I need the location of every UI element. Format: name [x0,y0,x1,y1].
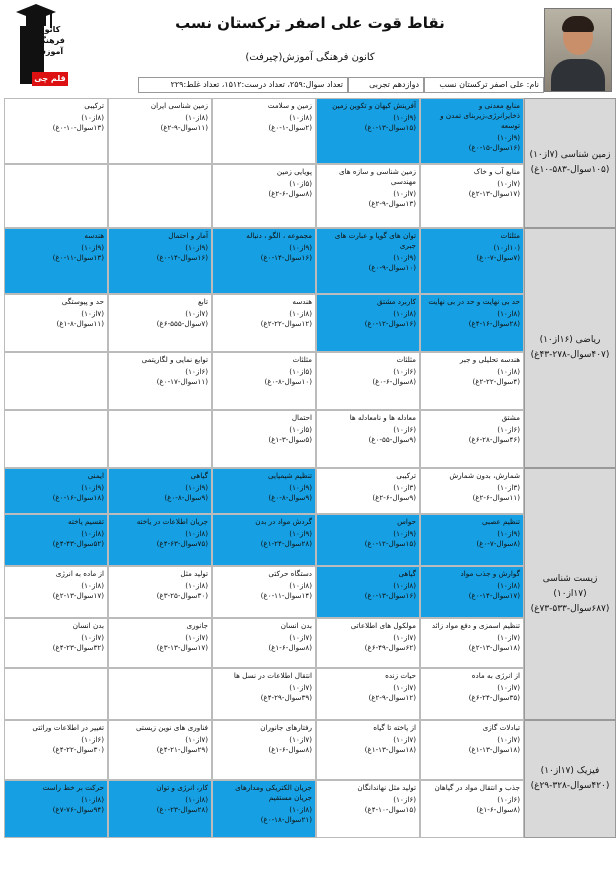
topic-name: حیات زنده [385,671,416,680]
topic-cell [108,228,212,294]
topic-name: زمین شناسی و سازه های مهندسی [338,167,416,186]
topic-detail: (۲۸سوال-۲۳-۰غ) [156,805,208,814]
stats-label: تعداد سوال:۲۵۹، تعداد درست:۱۵۱۲، تعداد غلط:۲۲۹ [138,77,348,93]
topic-score: (۹از۱۰) [497,133,520,142]
topic-detail: (۱۳سوال-۹-۲غ) [368,199,416,208]
topic-score: (۹از۱۰) [497,529,520,538]
topic-cell [108,294,212,352]
topic-detail: (۸سوال-۶-۰غ) [372,377,416,386]
topic-detail: (۱۸سوال-۱۶-۰غ) [52,493,104,502]
logo-text: کانون فرهنگی آموزش [33,25,65,56]
topic-name: کار، انرژی و توان [156,783,208,792]
student-photo [544,8,612,92]
topic-detail: (۱۶سوال-۱۴-۰غ) [156,253,208,262]
topic-name: فناوری های نوین زیستی [135,723,208,732]
subject-label [524,228,616,468]
topic-name: توابع نمایی و لگاریتمی [141,355,208,364]
topic-name: گیاهی [190,471,208,480]
topic-name: گوارش و جذب مواد [460,569,520,578]
topic-cell [108,514,212,566]
topic-detail: (۱۲سوال-۹-۲غ) [368,693,416,702]
topic-score: (۸از۱۰) [393,309,416,318]
topic-score: (۷از۱۰) [497,735,520,744]
topic-detail: (۹سوال-۸-۰غ) [268,493,312,502]
topic-cell [420,98,524,164]
topic-cell [4,566,108,618]
topic-cell [420,514,524,566]
topic-name: ترکیبی [396,471,416,480]
topic-cell [420,566,524,618]
topic-score: (۷از۱۰) [289,683,312,692]
topic-name: جانوری [186,621,208,630]
topic-cell [420,780,524,838]
topic-name: کاربرد مشتق [377,297,416,306]
topic-score: (۶از۱۰) [393,795,416,804]
topic-detail: (۱۸سوال-۱۳-۱غ) [364,745,416,754]
topic-cell [420,720,524,780]
topic-detail: (۹سوال-۸-۰غ) [164,493,208,502]
topic-cell [316,566,420,618]
topic-detail: (۱۷سوال-۱۳-۳غ) [156,643,208,652]
topic-cell [420,668,524,720]
topic-name: از ماده به انرژی [55,569,104,578]
topic-score: (۵از۱۰) [289,425,312,434]
topic-name: دستگاه حرکتی [268,569,312,578]
topic-cell [4,228,108,294]
topic-name: حرکت بر خط راست [42,783,104,792]
topic-score: (۹از۱۰) [185,483,208,492]
kanoon-logo [2,2,74,92]
topic-score: (۷از۱۰) [497,633,520,642]
empty-cell [4,164,108,228]
topic-cell [4,468,108,514]
topic-score: (۷از۱۰) [185,735,208,744]
topic-detail: (۱۳سوال-۱۱-۰غ) [52,253,104,262]
topic-detail: (۵سوال-۳-۱غ) [268,435,312,444]
topic-name: تنظیم عصبی [482,517,520,526]
empty-cell [4,668,108,720]
topic-cell [212,228,316,294]
topic-cell [212,780,316,838]
report-header [0,0,616,96]
topic-score: (۷از۱۰) [497,179,520,188]
topic-score: (۶از۱۰) [393,425,416,434]
topic-detail: (۳۰سوال-۲۵-۳غ) [156,591,208,600]
topic-score: (۹از۱۰) [393,529,416,538]
topic-detail: (۲۹سوال-۲۱-۴غ) [156,745,208,754]
topic-cell [420,468,524,514]
topic-cell [4,98,108,164]
topic-cell [316,720,420,780]
empty-cell [108,410,212,468]
topic-score: (۸از۱۰) [185,581,208,590]
topic-cell [4,294,108,352]
topic-score: (۸از۱۰) [289,309,312,318]
topic-score: (۸از۱۰) [81,529,104,538]
topic-score: (۳از۱۰) [393,483,416,492]
topic-name: مثلثات [500,231,520,240]
topic-name: رفتارهای جانوران [260,723,312,732]
page-title: نقاط قوت علی اصفر ترکستان نسب [175,14,445,32]
topic-name: تولید مثل [180,569,208,578]
subject-name: زمین شناسی (۷از۱۰) [529,150,611,160]
topic-detail: (۱۵سوال-۱۲-۰غ) [364,539,416,548]
topic-name: جریان الکتریکی ومدارهای جریان مستقیم [235,783,312,802]
subject-name: ریاضی (۱۶از۱۰) [539,335,601,345]
topic-score: (۷از۱۰) [185,309,208,318]
topic-detail: (۴سوال-۲۲-۲غ) [472,377,520,386]
topic-name: تولید مثل نهاندانگان [357,783,416,792]
topic-score: (۸از۱۰) [289,581,312,590]
topic-name: مشتق [501,413,520,422]
topic-score: (۶از۱۰) [81,735,104,744]
topic-score: (۹از۱۰) [81,243,104,252]
topic-name: ترکیبی [84,101,104,110]
topic-score: (۹از۱۰) [289,243,312,252]
topic-name: حواس [397,517,416,526]
topic-cell [108,566,212,618]
topic-detail: (۳۹سوال-۲۹-۴غ) [260,693,312,702]
topic-score: (۸از۱۰) [81,113,104,122]
topic-cell [108,720,212,780]
topic-cell [212,294,316,352]
topic-name: تقسیم یاخته [68,517,104,526]
topic-cell [212,566,316,618]
topic-detail: (۱۸سوال-۱۳-۲غ) [468,643,520,652]
topic-detail: (۵۲سوال-۴۳-۴غ) [52,539,104,548]
topic-name: مولکول های اطلاعاتی [350,621,416,630]
topic-name: انتقال اطلاعات در نسل ها [233,671,312,680]
topic-score: (۹از۱۰) [289,483,312,492]
topic-cell [420,410,524,468]
topic-detail: (۳۲سوال-۲۳-۴غ) [52,643,104,652]
topic-score: (۷از۱۰) [393,189,416,198]
topic-name: حد بی نهایت و حد در بی نهایت [428,297,520,306]
topic-score: (۷از۱۰) [393,735,416,744]
topic-name: تغییر در اطلاعات وراثتی [32,723,104,732]
topic-name: توان های گویا و عبارت های جبری [334,231,416,250]
topic-detail: (۹۴سوال-۷۶-۷غ) [52,805,104,814]
topic-detail: (۸سوال-۶-۱غ) [268,745,312,754]
topic-detail: (۷سوال-۷-۰غ) [476,253,520,262]
topic-score: (۷از۱۰) [393,683,416,692]
topic-detail: (۲سوال-۱-۰غ) [268,123,312,132]
topic-detail: (۱۱سوال-۶-۲غ) [472,493,520,502]
topic-score: (۸از۱۰) [185,795,208,804]
grade-label: دوازدهم تجربی [348,77,424,93]
topic-score: (۸از۱۰) [81,581,104,590]
topic-score: (۹از۱۰) [393,253,416,262]
topic-cell [108,780,212,838]
topic-cell [420,294,524,352]
topic-name: آمار و احتمال [168,231,208,240]
topic-name: منابع معدنی و ذخایرانرژی،زیربنای تمدن و توسعه [440,101,520,130]
topic-cell [212,352,316,410]
topic-cell [316,352,420,410]
topic-cell [212,410,316,468]
topic-cell [108,468,212,514]
subject-label [524,720,616,838]
topic-name: مجموعه ، الگو ، دنباله [246,231,312,240]
topic-cell [212,720,316,780]
topic-score: (۸از۱۰) [497,581,520,590]
topic-detail: (۷سوال-۵۵۵-۶غ) [156,319,208,328]
subject-label [524,468,616,720]
topic-name: آفرینش کیهان و تکوین زمین [332,101,416,110]
topic-detail: (۳۵سوال-۲۴-۶غ) [468,693,520,702]
topic-detail: (۱۱سوال-۹-۲غ) [160,123,208,132]
topic-cell [316,164,420,228]
topic-name: هندسه تحلیلی و جبر [459,355,520,364]
topic-detail: (۱۴سوال-۱۱-۰غ) [260,591,312,600]
topic-name: هندسه [84,231,104,240]
empty-cell [108,668,212,720]
topic-score: (۷از۱۰) [81,309,104,318]
topic-score: (۶از۱۰) [185,367,208,376]
topic-score: (۷از۱۰) [185,633,208,642]
topic-name: احتمال [291,413,312,422]
topic-detail: (۱۳سوال-۱۰-۰غ) [52,123,104,132]
subject-stats: (۶۸۷سوال-۵۳۳-۷۳غ) [530,603,610,614]
topic-score: (۷از۱۰) [81,633,104,642]
topic-cell [316,514,420,566]
topic-cell [212,514,316,566]
topic-cell [212,98,316,164]
topic-cell [316,780,420,838]
empty-cell [4,352,108,410]
topic-cell [212,164,316,228]
topic-cell [316,98,420,164]
topic-cell [420,228,524,294]
topic-name: شمارش، بدون شمارش [449,471,520,480]
topic-detail: (۱۶سوال-۱۳-۰غ) [364,591,416,600]
topic-score: (۸از۱۰) [81,795,104,804]
empty-cell [4,410,108,468]
topic-detail: (۱۵سوال-۱۰-۴غ) [364,805,416,814]
subject-label [524,98,616,228]
empty-cell [108,164,212,228]
topic-detail: (۹سوال-۵۵-۰غ) [368,435,416,444]
topic-detail: (۱۸سوال-۱۳-۱غ) [468,745,520,754]
topic-name: گردش مواد در بدن [255,517,312,526]
page-subtitle: کانون فرهنگی آموزش(چیرفت) [245,52,375,63]
topic-name: ایمنی [87,471,104,480]
topic-detail: (۹سوال-۶-۲غ) [372,493,416,502]
topic-score: (۸از۱۰) [497,367,520,376]
topic-detail: (۱۰سوال-۹-۰غ) [368,263,416,272]
topic-detail: (۱۷سوال-۱۴-۰غ) [468,591,520,600]
topic-name: از انرژی به ماده [471,671,520,680]
topic-name: حد و پیوستگی [61,297,104,306]
topic-detail: (۸سوال-۶-۱غ) [268,643,312,652]
topic-cell [420,618,524,668]
topic-cell [108,352,212,410]
topic-detail: (۱۶سوال-۱۲-۰غ) [364,319,416,328]
topic-score: (۶از۱۰) [497,425,520,434]
topic-detail: (۱۱سوال-۱۷-۰غ) [156,377,208,386]
strengths-grid [4,98,616,878]
topic-cell [316,668,420,720]
topic-cell [316,410,420,468]
topic-name: مثلثات [396,355,416,364]
topic-detail: (۲۸سوال-۲۴-۱غ) [260,539,312,548]
topic-score: (۹از۱۰) [81,483,104,492]
topic-score: (۸از۱۰) [497,309,520,318]
topic-name: جذب و انتقال مواد در گیاهان [434,783,520,792]
topic-score: (۷از۱۰) [289,735,312,744]
topic-detail: (۳۰سوال-۲۲-۴غ) [52,745,104,754]
topic-name: از یاخته تا گیاه [373,723,416,732]
topic-score: (۹از۱۰) [289,529,312,538]
topic-detail: (۸سوال-۷-۰غ) [476,539,520,548]
topic-cell [4,720,108,780]
topic-detail: (۶۲سوال-۴۹-۶غ) [364,643,416,652]
topic-cell [4,780,108,838]
topic-score: (۸از۱۰) [185,529,208,538]
topic-score: (۷از۱۰) [289,633,312,642]
topic-name: بدن انسان [280,621,312,630]
topic-detail: (۲۱سوال-۱۸-۰غ) [260,815,312,824]
topic-detail: (۱۰سوال-۸-۰غ) [264,377,312,386]
topic-name: تنظیم اسمزی و دفع مواد زائد [431,621,520,630]
topic-name: معادله ها و نامعادله ها [349,413,416,422]
topic-detail: (۸سوال-۶-۱غ) [476,805,520,814]
subject-stats: (۴۲۰سوال-۳۲۸-۲۹غ) [530,781,610,791]
topic-name: گیاهی [398,569,416,578]
topic-detail: (۸سوال-۶-۲غ) [268,189,312,198]
student-name: نام: علی اصفر ترکستان نسب [424,77,544,93]
topic-score: (۷از۱۰) [393,633,416,642]
topic-name: زمین شناسی ایران [150,101,208,110]
topic-score: (۱۰از۱۰) [493,243,520,252]
topic-detail: (۱۲سوال-۲۲-۲غ) [260,319,312,328]
topic-score: (۳از۱۰) [497,483,520,492]
topic-cell [212,668,316,720]
topic-score: (۵از۱۰) [289,179,312,188]
topic-score: (۶از۱۰) [393,367,416,376]
topic-cell [420,352,524,410]
topic-score: (۵از۱۰) [289,367,312,376]
topic-score: (۸از۱۰) [289,805,312,814]
subject-name: فیزیک (۱۷از۱۰) [540,766,600,776]
topic-detail: (۱۷سوال-۱۳-۲غ) [468,189,520,198]
topic-cell [316,618,420,668]
topic-cell [316,468,420,514]
topic-score: (۸از۱۰) [185,113,208,122]
topic-name: مثلثات [292,355,312,364]
topic-detail: (۱۶سوال-۱۵-۰غ) [468,143,520,152]
topic-detail: (۱۷سوال-۱۳-۲غ) [52,591,104,600]
topic-cell [4,514,108,566]
topic-cell [212,468,316,514]
topic-detail: (۱۱سوال-۸-۱غ) [56,319,104,328]
topic-name: جریان اطلاعات در یاخته [136,517,208,526]
topic-score: (۸از۱۰) [393,581,416,590]
topic-detail: (۲۸سوال-۱۶-۴غ) [468,319,520,328]
topic-detail: (۷۵سوال-۶۳-۴غ) [156,539,208,548]
topic-detail: (۱۵سوال-۱۳-۰غ) [364,123,416,132]
topic-score: (۷از۱۰) [497,683,520,692]
topic-name: بدن انسان [72,621,104,630]
topic-name: تابع [197,297,208,306]
topic-score: (۹از۱۰) [185,243,208,252]
topic-score: (۹از۱۰) [393,113,416,122]
topic-name: زمین و سلامت [267,101,312,110]
topic-score: (۶از۱۰) [497,795,520,804]
topic-cell [4,618,108,668]
topic-name: تنظیم شیمیایی [268,471,312,480]
topic-cell [316,228,420,294]
topic-name: هندسه [292,297,312,306]
topic-detail: (۱۶سوال-۱۴-۰غ) [260,253,312,262]
subject-name: زیست شناسی (۱۷از۱۰) [542,573,598,599]
topic-cell [316,294,420,352]
topic-name: پویایی زمین [276,167,312,176]
topic-cell [108,98,212,164]
subject-stats: (۱۰۵سوال-۵۸۳-۱۰غ) [530,165,610,175]
topic-cell [212,618,316,668]
subject-stats: (۴۰۷سوال-۲۷۸-۴۳غ) [530,350,610,360]
topic-detail: (۴۶سوال-۲۸-۶غ) [468,435,520,444]
topic-cell [420,164,524,228]
topic-cell [108,618,212,668]
topic-score: (۸از۱۰) [289,113,312,122]
logo-badge: قلم چی [32,72,68,86]
topic-name: منابع آب و خاک [473,167,520,176]
topic-name: تبادلات گازی [482,723,520,732]
